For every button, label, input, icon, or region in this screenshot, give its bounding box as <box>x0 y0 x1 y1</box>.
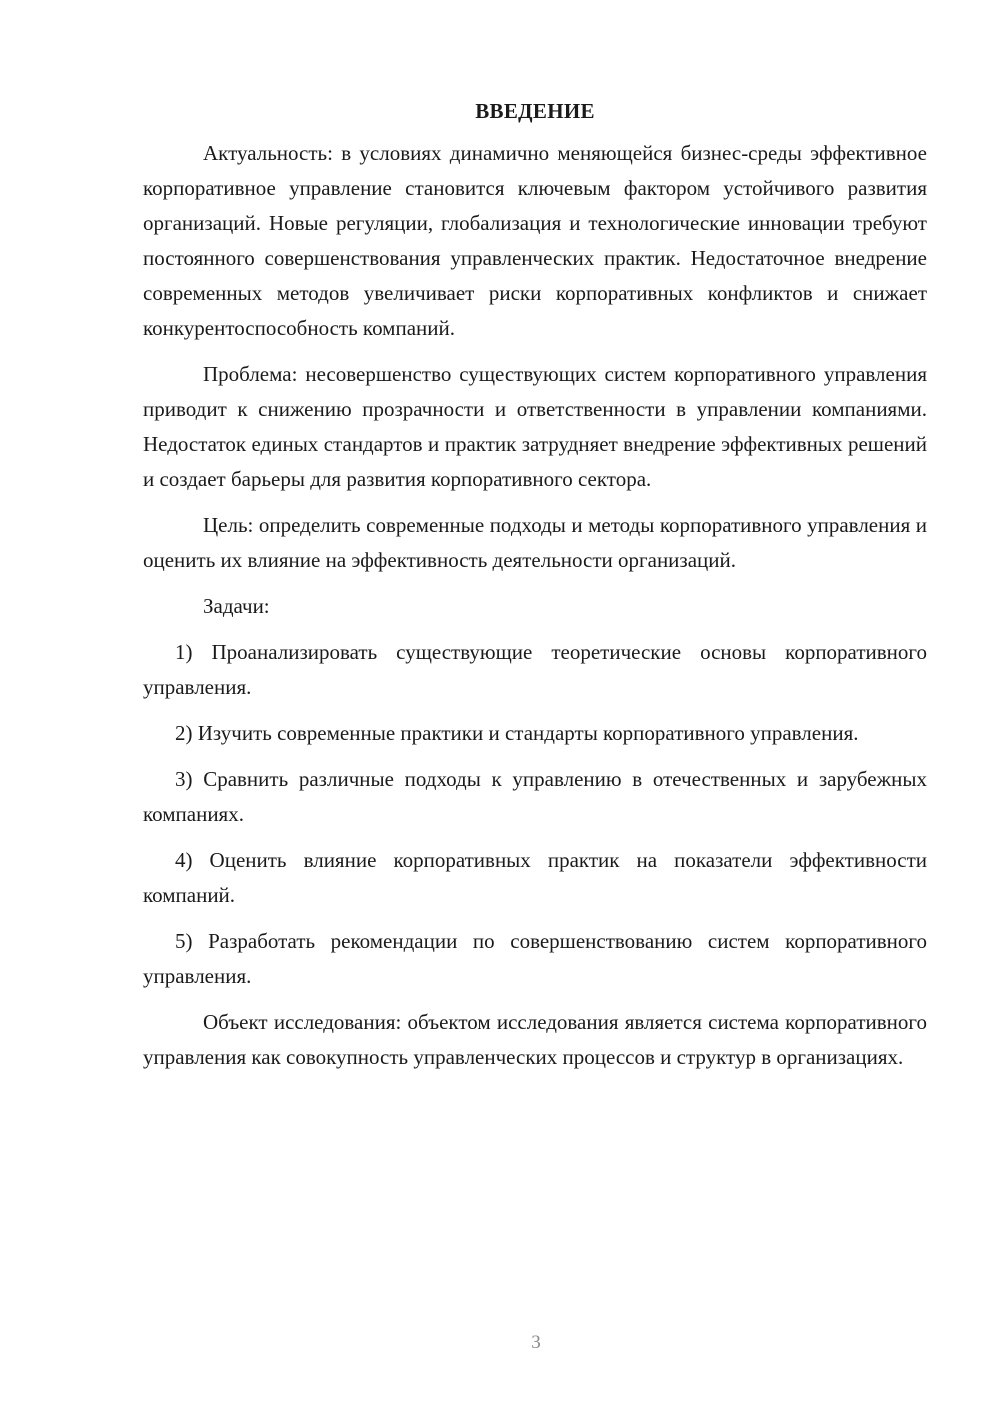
section-title: ВВЕДЕНИЕ <box>475 99 595 123</box>
paragraph-problem: Проблема: несовершенство существующих систем корпоративного управления приводит к снижению прозрачности и ответственности в управлении компаниями. Недостаток единых стандартов и практик затрудняет внедрение эффективных решений и создает барьеры для развития корпоративного сектора. <box>143 362 927 491</box>
task-item-2: 2) Изучить современные практики и стандарты корпоративного управления. <box>175 721 859 745</box>
task-item-4: 4) Оценить влияние корпоративных практик на показатели эффективности компаний. <box>143 848 927 907</box>
paragraph-relevance: Актуальность: в условиях динамично меняющейся бизнес-среды эффективное корпоративное управление становится ключевым фактором устойчивого развития организаций. Новые регуляции, глобализация и технологические инновации требуют постоянного совершенствования управленческих практик. Недостаточное внедрение современных методов увеличивает риски корпоративных конфликтов и снижает конкурентоспособность компаний. <box>143 141 927 340</box>
paragraph-tasks-heading: Задачи: <box>203 594 270 618</box>
task-item-3: 3) Сравнить различные подходы к управлению в отечественных и зарубежных компаниях. <box>143 767 927 826</box>
page-number: 3 <box>531 1332 541 1353</box>
paragraph-goal: Цель: определить современные подходы и методы корпоративного управления и оценить их влияние на эффективность деятельности организаций. <box>143 513 927 572</box>
page-content <box>143 96 927 1086</box>
task-item-1: 1) Проанализировать существующие теоретические основы корпоративного управления. <box>143 640 927 699</box>
paragraph-object: Объект исследования: объектом исследования является система корпоративного управления как совокупность управленческих процессов и структур в организациях. <box>143 1010 927 1069</box>
task-item-5: 5) Разработать рекомендации по совершенствованию систем корпоративного управления. <box>143 929 927 988</box>
